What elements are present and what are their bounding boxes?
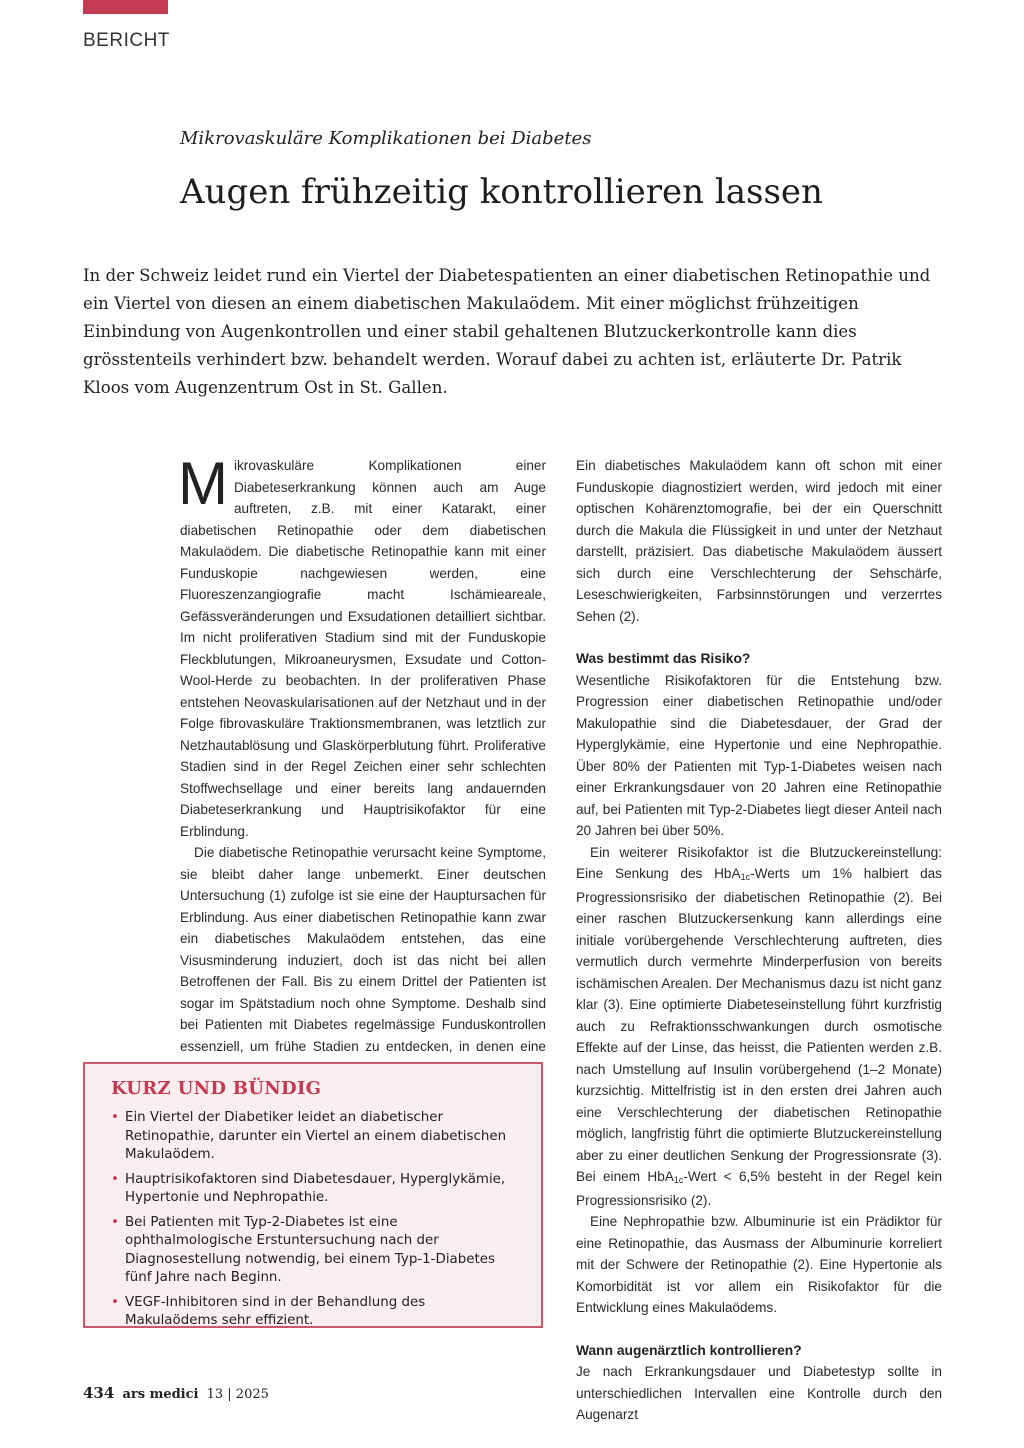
page-number: 434 (83, 1384, 115, 1402)
bullet-icon: • (111, 1171, 119, 1187)
paragraph: Wesentliche Risikofaktoren für die Entstehung bzw. Progression einer diabetischen Retinopathie und/oder Makulopathie sind die Diabetesdauer, der Grad der Hyperglykämie, eine Hypertonie und eine Nephropathie. Über 80% der Patienten mit Typ-1-Diabetes weisen nach einer Erkrankungsdauer von 20 Jahren eine Retinopathie auf, bei Patienten mit Typ-2-Diabetes liegt dieser Anteil nach 20 Jahren bei über 50%. (576, 672, 942, 838)
paragraph: Ein weiterer Risikofaktor ist die Blutzuckereinstellung: Eine Senkung des HbA$_{1c}$-Werts um 1% halbiert das Progressionsrisiko der diabetischen Retinopathie (2). Bei einer raschen Blutzuckersenkung kann allerdings eine initiale vorübergehende Verschlechterung auftreten, dies vermutlich durch vermehrte Minderperfusion von bereits ischämischen Arealen. Der Mechanismus dazu ist nicht ganz klar (3). Eine optimierte Diabeteseinstellung führt kurzfristig auch zu Refraktionsschwankungen durch osmotische Effekte auf der Linse, das heisst, die Patienten werden z.B. nach Umstellung auf Insulin vorübergehend (1–2 Monate) kurzsichtig. Mittelfristig ist in den ersten drei Jahren auch eine Verschlechterung der diabetischen Retinopathie möglich, langfristig führt die optimierte Blutzuckereinstellung aber zu einer deutlichen Senkung der Progressionsrate (3). Bei einem HbA$_{1c}$-Wert < 6,5% besteht in der Regel kein Progressionsrisiko (2). (576, 844, 942, 1208)
summary-item: • Hauptrisikofaktoren sind Diabetesdauer, Hyperglykämie, Hypertonie und Nephropathie. (111, 1171, 506, 1205)
bullet-icon: • (111, 1214, 119, 1230)
paragraph: Die diabetische Retinopathie verursacht keine Symptome, sie bleibt daher lange unbemerkt. Einer deutschen Untersuchung (1) zufolge ist sie eine der Hauptursachen für Erblindung. Aus einer diabetischen Retinopathie kann zwar ein diabetisches Makulaödem entstehen, das eine Visusminderung induziert, doch ist das nicht bei allen Betroffenen der Fall. Bis zu einem Drittel der Patienten ist sogar im Spätstadium noch ohne Symptome. Deshalb sind bei Patienten mit Diabetes regelmässige Funduskontrollen essenziell, um frühe Stadien zu entdecken, in denen eine (180, 845, 546, 1054)
body-column-left (178, 450, 546, 1079)
paragraph: Je nach Erkrankungsdauer und Diabetestyp sollte in unterschiedlichen Intervallen eine Kontrolle durch den Augenarzt (576, 1364, 942, 1422)
page-footer (83, 1384, 269, 1402)
body-column-right (576, 455, 942, 1426)
bullet-icon: • (111, 1294, 119, 1310)
paragraph: Mikrovaskuläre Komplikationen einer Diabeteserkrankung können auch am Auge auftreten, z.B. mit einer Katarakt, einer diabetischen Retinopathie oder dem diabetischen Makulaödem. Die diabetische Retinopathie kann mit einer Funduskopie nachgewiesen werden, eine Fluoreszenzangiografie macht Ischämieareale, Gefässveränderungen und Exsudationen detailliert sichtbar. Im nicht proliferativen Stadium sind mit der Funduskopie Fleckblutungen, Mikroaneurysmen, Exsudate und Cotton-Wool-Herde zu beobachten. In der proliferativen Phase entstehen Neovaskularisationen auf der Netzhaut und in der Folge fibrovaskuläre Traktionsmembranen, was letztlich zur Netzhautablösung und Glaskörperblutung führt. Proliferative Stadien sind in der Regel Zeichen einer sehr schlechten Stoffwechsellage und einer bereits lang andauernden Diabeteserkrankung und Hauptrisikofaktor für eine Erblindung. (178, 450, 546, 839)
article-lead: In der Schweiz leidet rund ein Viertel der Diabetespatienten an einer diabetischen Retinopathie und ein Viertel von diesen an einem diabetischen Makulaödem. Mit einer möglichst frühzeitigen Einbindung von Augenkontrollen und einer stabil gehaltenen Blutzuckerkontrolle kann dies grösstenteils verhindert bzw. behandelt werden. Worauf dabei zu achten ist, erläuterte Dr. Patrik Kloos vom Augenzentrum Ost in St. Gallen. (83, 266, 931, 397)
subheading: Wann augenärztlich kontrollieren? (576, 1342, 802, 1358)
drop-cap: M (178, 450, 228, 517)
summary-item: • Ein Viertel der Diabetiker leidet an diabetischer Retinopathie, darunter ein Viertel an einem diabetischen Makulaödem. (111, 1110, 507, 1162)
bullet-icon: • (111, 1110, 119, 1125)
article-kicker: Mikrovaskuläre Komplikationen bei Diabetes (180, 128, 592, 149)
subheading: Was bestimmt das Risiko? (576, 651, 751, 666)
summary-item: • Bei Patienten mit Typ-2-Diabetes ist eine ophthalmologische Erstuntersuchung nach der Diagnosestellung notwendig, bei einem Typ-1-Diabetes fünf Jahre nach Beginn. (111, 1214, 495, 1285)
accent-bar (83, 0, 168, 14)
article-title: Augen frühzeitig kontrollieren lassen (180, 172, 823, 212)
section-label: BERICHT (83, 30, 170, 51)
magazine-name: ars medici (122, 1387, 199, 1402)
summary-title: KURZ UND BÜNDIG (111, 1078, 322, 1099)
summary-item: • VEGF-Inhibitoren sind in der Behandlung des Makulaödems sehr effizient. (111, 1294, 426, 1328)
summary-box (83, 1062, 543, 1328)
issue-number: 13 | 2025 (206, 1387, 269, 1402)
paragraph: Eine Nephropathie bzw. Albuminurie ist ein Prädiktor für eine Retinopathie, das Ausmass der Albuminurie korreliert mit der Schwere der Retinopathie (2). Eine Hypertonie als Komorbidität ist vor allem ein Risikofaktor für die Entwicklung eines Makulaödems. (576, 1214, 942, 1315)
summary-list (111, 1109, 515, 1331)
paragraph: Ein diabetisches Makulaödem kann oft schon mit einer Funduskopie diagnostiziert werden, wird jedoch mit einer optischen Kohärenztomografie, bei der ein Querschnitt durch die Makula die Flüssigkeit in und unter der Netzhaut darstellt, präzisiert. Das diabetische Makulaödem äussert sich durch eine Verschlechterung der Sehschärfe, Leseschwierigkeiten, Farbsinnstörungen und verzerrtes Sehen (2). (576, 458, 942, 624)
